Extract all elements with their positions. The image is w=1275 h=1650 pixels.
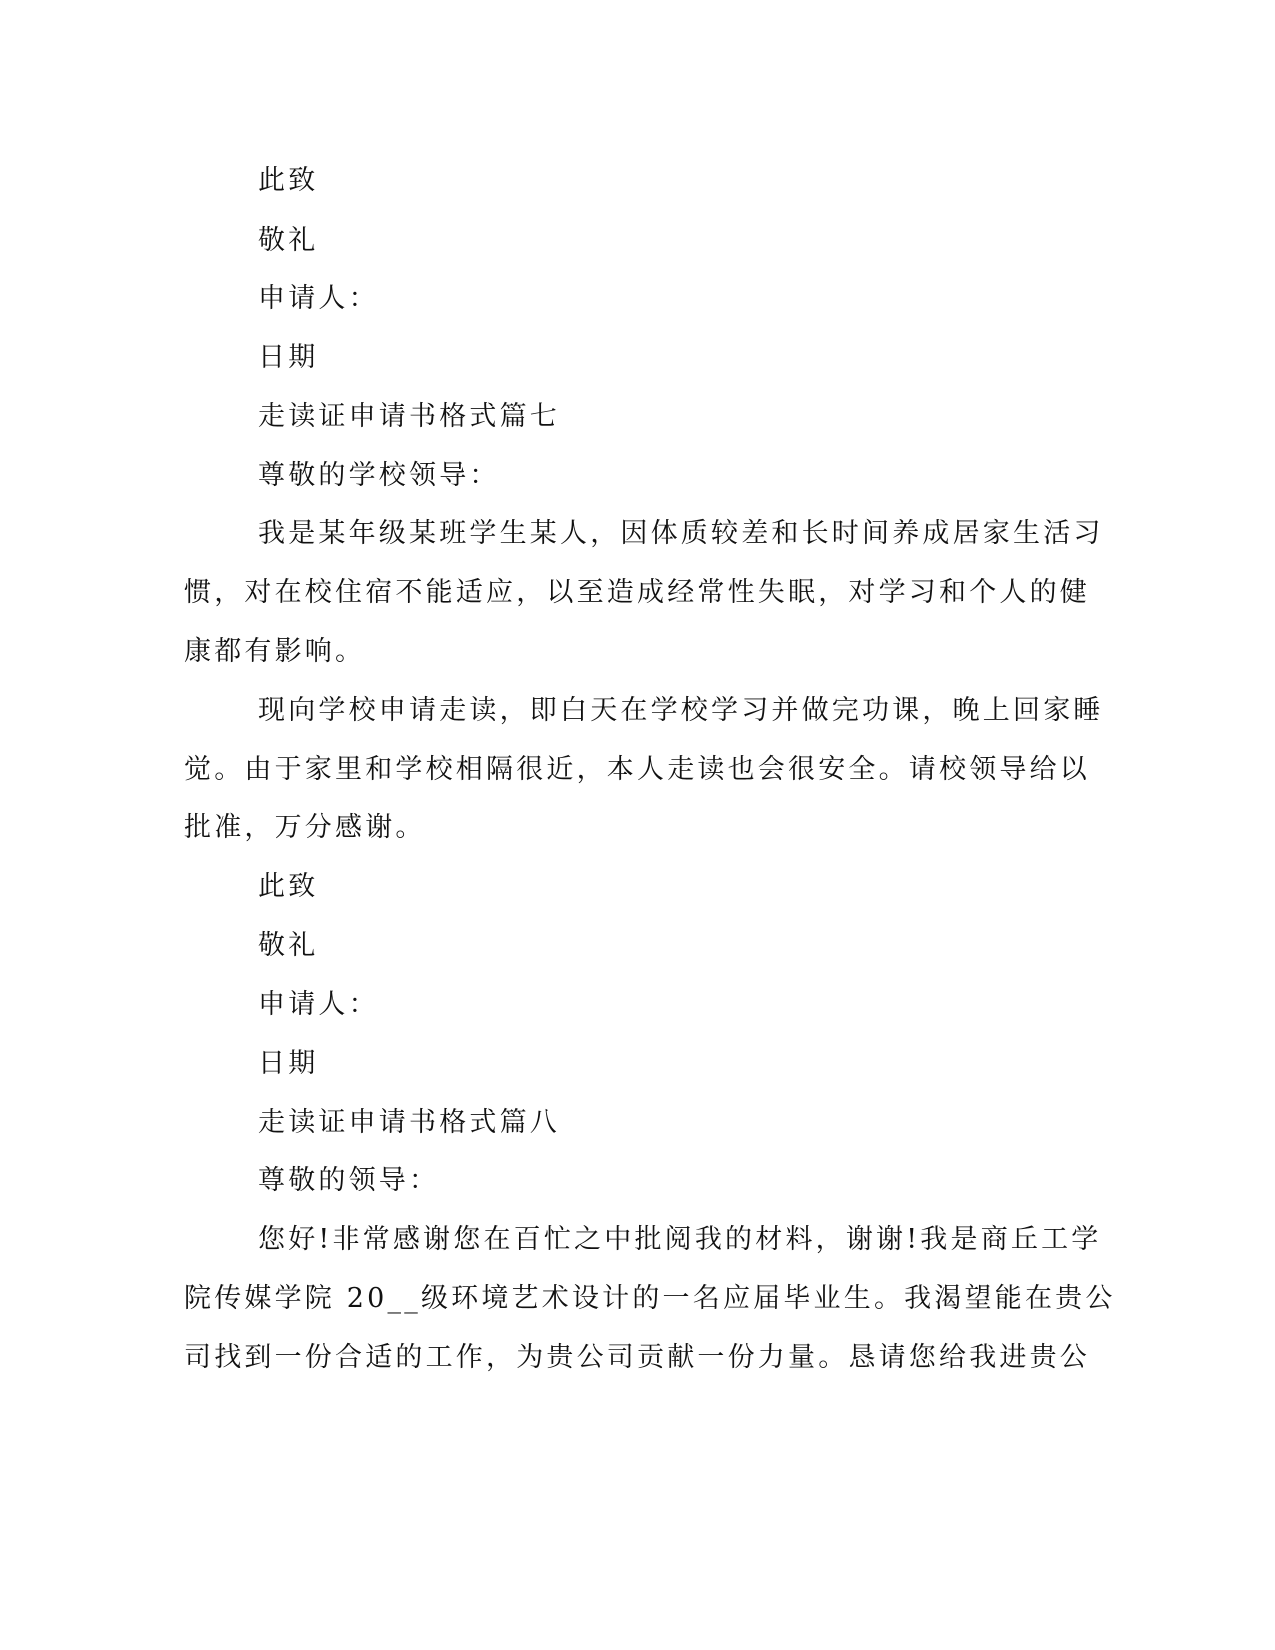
section-heading: 走读证申请书格式篇八	[258, 1107, 560, 1138]
date-label: 日期	[258, 1048, 319, 1079]
salutation-line: 敬礼	[258, 930, 319, 961]
applicant-label: 申请人：	[258, 283, 379, 314]
paragraph-line: 院传媒学院 20__级环境艺术设计的一名应届毕业生。我渴望能在贵公	[184, 1283, 1116, 1314]
paragraph-line: 康都有影响。	[184, 636, 366, 667]
greeting-line: 尊敬的学校领导：	[258, 460, 500, 491]
salutation-line: 敬礼	[258, 225, 319, 256]
paragraph-line: 现向学校申请走读，即白天在学校学习并做完功课，晚上回家睡	[258, 695, 1104, 726]
paragraph-line: 批准，万分感谢。	[184, 812, 426, 843]
paragraph-line: 我是某年级某班学生某人，因体质较差和长时间养成居家生活习	[258, 518, 1104, 549]
date-label: 日期	[258, 342, 319, 373]
closing-line: 此致	[258, 165, 319, 196]
paragraph-line: 惯，对在校住宿不能适应，以至造成经常性失眠，对学习和个人的健	[184, 577, 1090, 608]
applicant-label: 申请人：	[258, 989, 379, 1020]
section-heading: 走读证申请书格式篇七	[258, 401, 560, 432]
paragraph-line: 司找到一份合适的工作，为贵公司贡献一份力量。恳请您给我进贵公	[184, 1342, 1090, 1373]
closing-line: 此致	[258, 871, 319, 902]
paragraph-line: 觉。由于家里和学校相隔很近，本人走读也会很安全。请校领导给以	[184, 754, 1090, 785]
paragraph-line: 您好!非常感谢您在百忙之中批阅我的材料，谢谢!我是商丘工学	[258, 1224, 1102, 1255]
greeting-line: 尊敬的领导：	[258, 1165, 440, 1196]
